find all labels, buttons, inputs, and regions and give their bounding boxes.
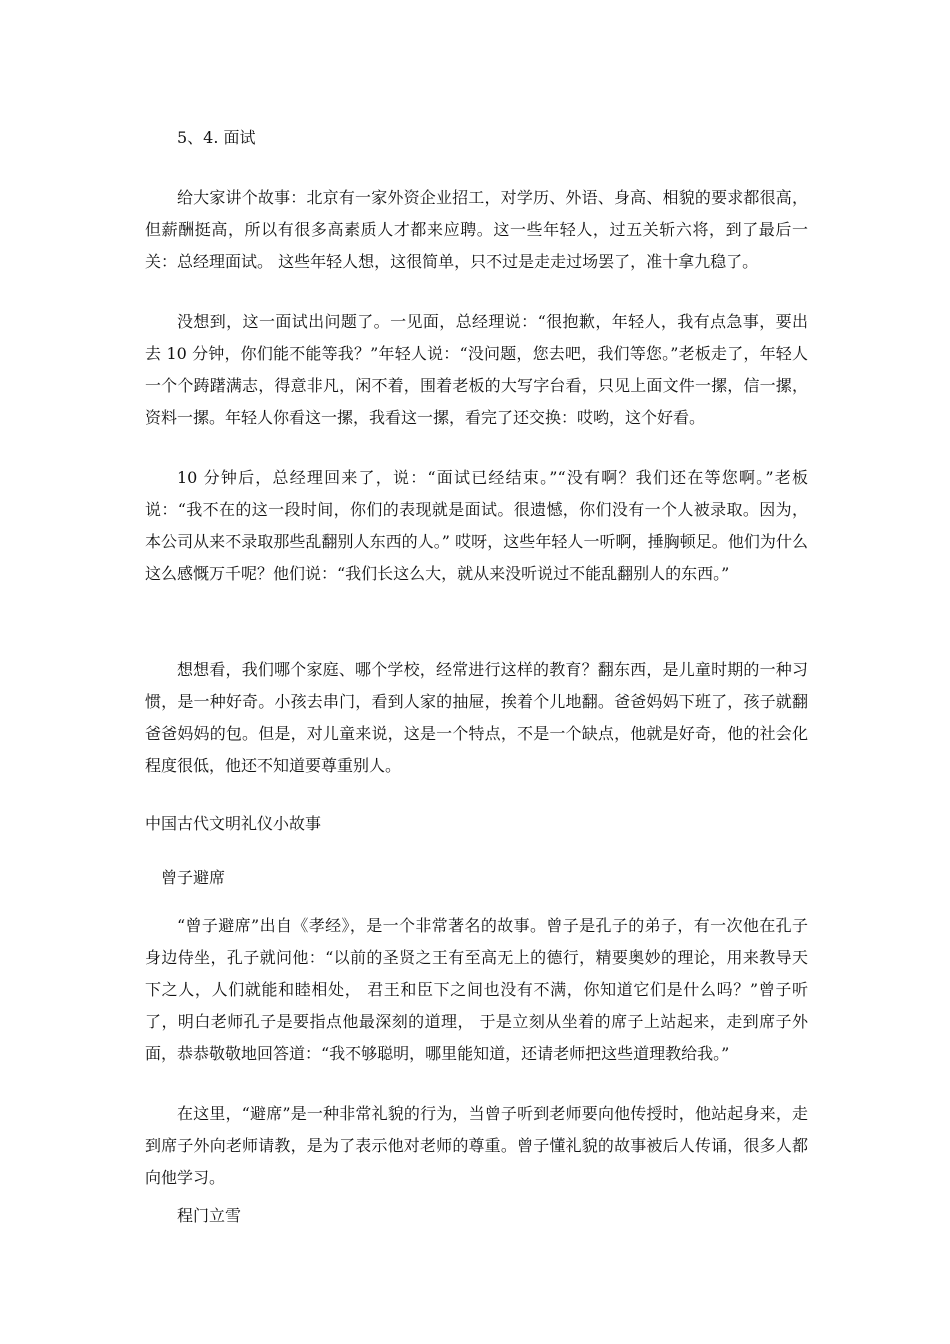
section-heading-etiquette: 中国古代文明礼仪小故事 (145, 814, 322, 833)
story-heading-chengmen: 程门立雪 (177, 1206, 242, 1225)
paragraph-interview-result: 10 分钟后，总经理回来了，说：“面试已经结束。”“没有啊？我们还在等您啊。”老板说：“我不在的这一段时间，你们的表现就是面试。很遗憾，你们没有一个人被录取。因为，本公司从来不录取那些乱翻别人东西的人。” 哎呀，这些年轻人一听啊，捶胸顿足。他们为什么这么感慨万千呢？他们说：“我们长这么大，就从来没听说过不能乱翻别人的东西。” (145, 468, 808, 583)
paragraph-interview-begins: 没想到，这一面试出问题了。一见面，总经理说：“很抱歉，年轻人，我有点急事，要出去 10 分钟，你们能不能等我？”年轻人说：“没问题，您去吧，我们等您。”老板走了，年轻人一个个踌躇满志，得意非凡，闲不着，围着老板的大写字台看，只见上面文件一摞，信一摞，资料一摞。年轻人你看这一摞，我看这一摞，看完了还交换：哎哟，这个好看。 (145, 312, 808, 427)
paragraph-reflection: 想想看，我们哪个家庭、哪个学校，经常进行这样的教育？翻东西，是儿童时期的一种习惯，是一种好奇。小孩去串门，看到人家的抽屉，挨着个儿地翻。爸爸妈妈下班了，孩子就翻爸爸妈妈的包。但是，对儿童来说，这是一个特点，不是一个缺点，他就是好奇，他的社会化程度很低，他还不知道要尊重别人。 (145, 660, 808, 775)
paragraph-zengzi-story: “曾子避席”出自《孝经》，是一个非常著名的故事。曾子是孔子的弟子，有一次他在孔子身边侍坐，孔子就问他：“以前的圣贤之王有至高无上的德行，精要奥妙的理论，用来教导天下之人，人们就能和睦相处， 君王和臣下之间也没有不满，你知道它们是什么吗？”曾子听了，明白老师孔子是要指点他最深刻的道理， 于是立刻从坐着的席子上站起来，走到席子外面，恭恭敬敬地回答道：“我不够聪明，哪里能知道，还请老师把这些道理教给我。” (145, 916, 808, 1063)
paragraph-story-intro: 给大家讲个故事：北京有一家外资企业招工，对学历、外语、身高、相貌的要求都很高，但薪酬挺高，所以有很多高素质人才都来应聘。这一些年轻人，过五关斩六将，到了最后一关：总经理面试。 这些年轻人想，这很简单，只不过是走走过场罢了，准十拿九稳了。 (145, 188, 808, 271)
paragraph-zengzi-meaning: 在这里，“避席”是一种非常礼貌的行为，当曾子听到老师要向他传授时，他站起身来，走到席子外向老师请教，是为了表示他对老师的尊重。曾子懂礼貌的故事被后人传诵，很多人都向他学习。 (145, 1104, 808, 1187)
story-heading-zengzi: 曾子避席 (161, 868, 226, 887)
section-heading-interview: 5、4. 面试 (177, 128, 256, 147)
